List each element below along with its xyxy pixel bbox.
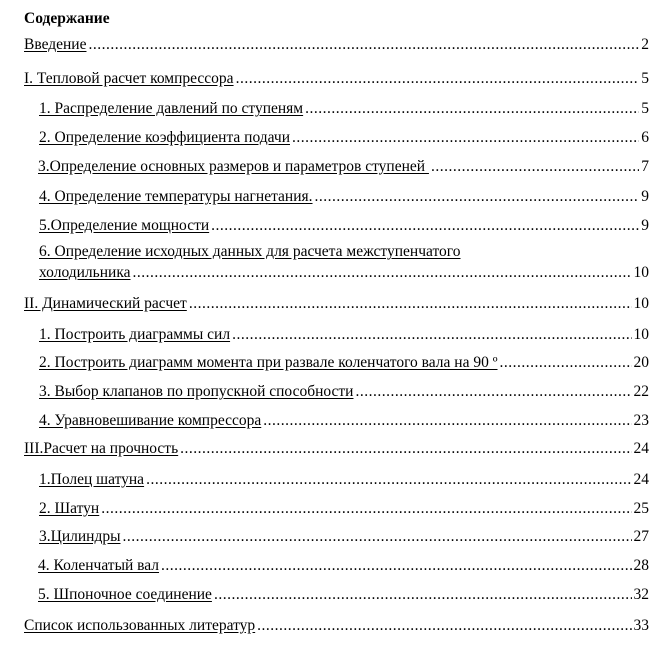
toc-leader-dots — [431, 157, 639, 176]
toc-leader-dots — [123, 527, 632, 546]
toc-entry-label[interactable]: 5. Шпоночное соединение — [38, 586, 212, 603]
toc-entry-1-6[interactable] — [39, 242, 649, 282]
toc-entry-page: 25 — [633, 500, 649, 517]
toc-entry-label[interactable]: III.Расчет на прочность — [24, 440, 179, 457]
toc-entry-label[interactable]: 1. Распределение давлений по ступеням — [39, 100, 304, 117]
toc-entry-page: 28 — [633, 557, 649, 574]
toc-title: Содержание — [24, 10, 110, 27]
toc-entry-3-1[interactable] — [39, 467, 649, 489]
toc-leader-dots — [161, 556, 631, 575]
toc-entry-page: 23 — [633, 412, 649, 429]
toc-leader-dots — [88, 35, 639, 54]
toc-entry-1-3[interactable] — [38, 154, 649, 176]
toc-entry-label[interactable]: 3.Цилиндры — [39, 528, 121, 545]
toc-entry-label[interactable]: 2. Определение коэффициента подачи — [39, 129, 290, 146]
toc-leader-dots — [214, 585, 632, 604]
toc-entry-3-5[interactable] — [38, 582, 649, 604]
toc-entry-page: 6 — [641, 129, 649, 146]
toc-entry-label-line2[interactable]: холодильника — [39, 264, 131, 281]
toc-entry-1-2[interactable] — [39, 125, 649, 147]
toc-leader-dots — [133, 263, 632, 282]
toc-entry-3-4[interactable] — [38, 553, 649, 575]
toc-leader-dots — [355, 382, 631, 401]
toc-entry-section-3[interactable] — [24, 436, 649, 458]
toc-entry-label[interactable]: 5.Определение мощности — [39, 217, 210, 234]
toc-leader-dots — [305, 99, 639, 118]
toc-entry-2-2[interactable] — [39, 350, 649, 372]
toc-entry-page: 5 — [641, 100, 649, 117]
toc-entry-line2 — [39, 263, 649, 282]
toc-entry-introduction[interactable] — [24, 32, 649, 54]
toc-entry-section-2[interactable] — [24, 291, 649, 313]
toc-leader-dots — [211, 216, 639, 235]
toc-leader-dots — [236, 69, 640, 88]
toc-leader-dots — [101, 499, 631, 518]
toc-leader-dots — [189, 294, 632, 313]
toc-entry-page: 10 — [633, 295, 649, 312]
toc-entry-1-5[interactable] — [39, 213, 649, 235]
toc-entry-page: 7 — [641, 158, 649, 175]
toc-entry-page: 10 — [633, 264, 649, 281]
toc-entry-page: 32 — [633, 586, 649, 603]
toc-entry-page: 20 — [633, 354, 649, 371]
toc-entry-label[interactable]: Список использованных литератур — [24, 617, 256, 634]
toc-entry-page: 9 — [641, 217, 649, 234]
toc-leader-dots — [263, 411, 631, 430]
toc-entry-label-line1[interactable]: 6. Определение исходных данных для расчета межступенчатого — [39, 243, 461, 260]
toc-entry-3-2[interactable] — [39, 496, 649, 518]
toc-entry-1-4[interactable] — [39, 184, 649, 206]
toc-entry-label[interactable]: II. Динамический расчет — [24, 295, 187, 312]
toc-entry-label[interactable]: Введение — [24, 36, 87, 53]
toc-leader-dots — [500, 353, 632, 372]
toc-entry-label[interactable]: 3.Определение основных размеров и параметров ступеней — [38, 158, 429, 175]
toc-leader-dots — [232, 325, 631, 344]
toc-entry-label[interactable]: 3. Выбор клапанов по пропускной способности — [39, 383, 354, 400]
toc-entry-label[interactable]: 4. Коленчатый вал — [38, 557, 160, 574]
toc-entry-2-4[interactable] — [39, 408, 649, 430]
toc-entry-label[interactable]: I. Тепловой расчет компрессора — [24, 70, 234, 87]
toc-entry-page: 2 — [641, 36, 649, 53]
toc-entry-label[interactable]: 4. Определение температуры нагнетания. — [39, 188, 313, 205]
toc-entry-page: 9 — [641, 188, 649, 205]
toc-entry-3-3[interactable] — [39, 524, 649, 546]
toc-leader-dots — [292, 128, 639, 147]
toc-entry-label[interactable]: 4. Уравновешивание компрессора — [39, 412, 262, 429]
toc-entry-2-1[interactable] — [39, 322, 649, 344]
toc-entry-page: 27 — [633, 528, 649, 545]
toc-entry-label[interactable]: 1.Полец шатуна — [39, 471, 145, 488]
toc-entry-label[interactable]: 2. Построить диаграмм момента при развале коленчатого вала на 90 º — [39, 354, 498, 371]
toc-entry-2-3[interactable] — [39, 379, 649, 401]
toc-entry-label[interactable]: 2. Шатун — [39, 500, 100, 517]
toc-entry-page: 10 — [633, 326, 649, 343]
toc-entry-page: 33 — [633, 617, 649, 634]
toc-entry-section-1[interactable] — [24, 66, 649, 88]
toc-entry-page: 24 — [633, 471, 649, 488]
toc-entry-page: 22 — [633, 383, 649, 400]
toc-entry-references[interactable] — [24, 613, 649, 635]
toc-entry-label[interactable]: 1. Построить диаграммы сил — [39, 326, 231, 343]
toc-leader-dots — [180, 439, 631, 458]
toc-leader-dots — [315, 187, 640, 206]
toc-leader-dots — [257, 616, 631, 635]
toc-entry-page: 5 — [641, 70, 649, 87]
toc-entry-1-1[interactable] — [39, 96, 649, 118]
toc-entry-page: 24 — [633, 440, 649, 457]
toc-leader-dots — [146, 470, 631, 489]
